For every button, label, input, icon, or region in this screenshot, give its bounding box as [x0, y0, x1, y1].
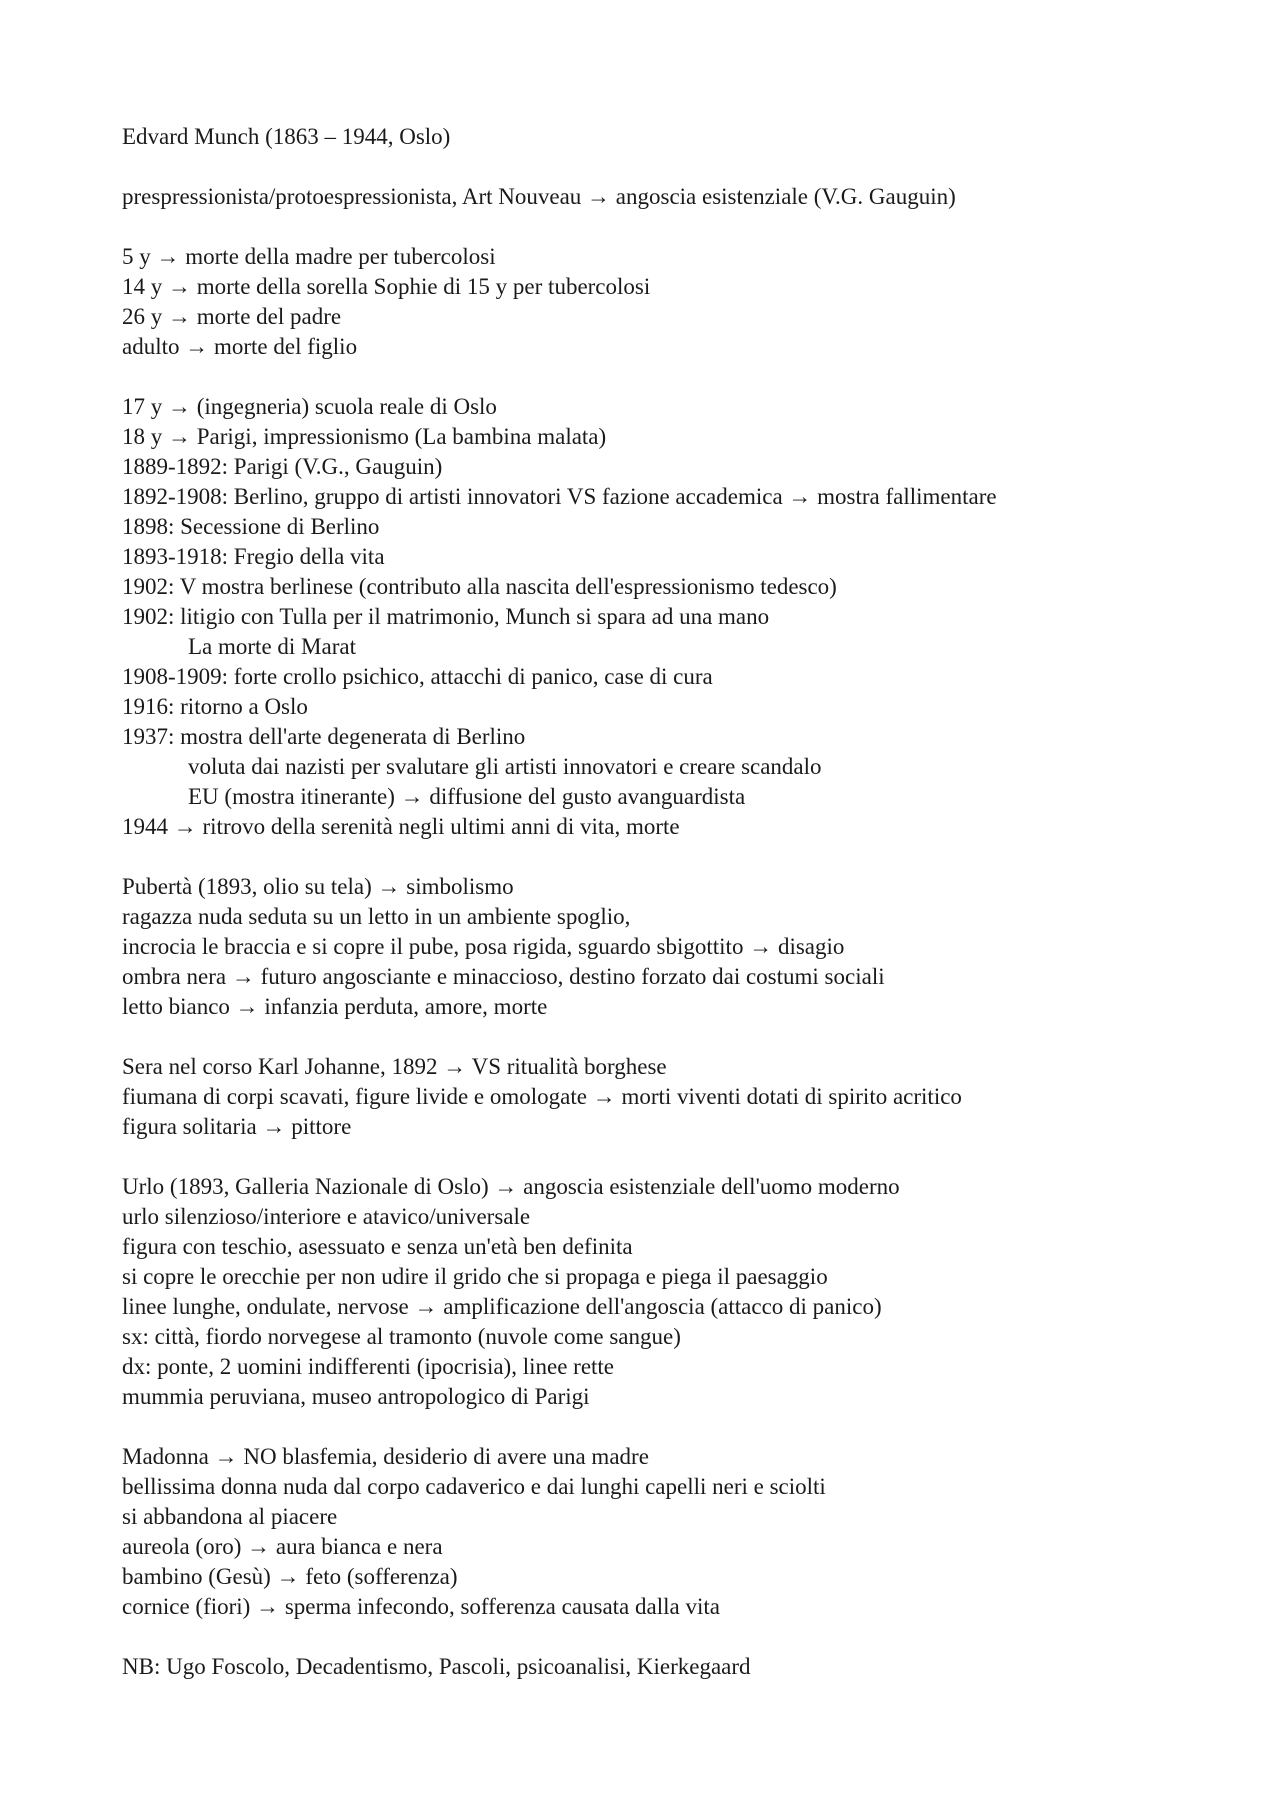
text-line: 17 y → (ingegneria) scuola reale di Oslo — [122, 394, 497, 419]
text-line: 1908-1909: forte crollo psichico, attacchi di panico, case di cura — [122, 664, 713, 689]
text-line: ombra nera → futuro angosciante e minaccioso, destino forzato dai costumi sociali — [122, 964, 885, 989]
text-line: 5 y → morte della madre per tubercolosi — [122, 244, 496, 269]
text-line: urlo silenzioso/interiore e atavico/universale — [122, 1204, 531, 1229]
puberta-block — [122, 872, 1222, 1022]
indented-line: La morte di Marat — [188, 634, 356, 659]
section-heading-line: Urlo (1893, Galleria Nazionale di Oslo) → angoscia esistenziale dell'uomo moderno — [122, 1174, 900, 1199]
timeline-block — [122, 392, 1222, 842]
text-line: 1944 → ritrovo della serenità negli ultimi anni di vita, morte — [122, 814, 680, 839]
text-line: ragazza nuda seduta su un letto in un ambiente spoglio, — [122, 904, 631, 929]
note-line: NB: Ugo Foscolo, Decadentismo, Pascoli, psicoanalisi, Kierkegaard — [122, 1654, 751, 1679]
text-line: figura con teschio, asessuato e senza un'età ben definita — [122, 1234, 633, 1259]
text-line: 26 y → morte del padre — [122, 304, 342, 329]
text-line: 1889-1892: Parigi (V.G., Gauguin) — [122, 454, 443, 479]
text-line: 1892-1908: Berlino, gruppo di artisti innovatori VS fazione accademica → mostra fallimentare — [122, 484, 997, 509]
text-line: si abbandona al piacere — [122, 1504, 338, 1529]
indented-line: EU (mostra itinerante) → diffusione del gusto avanguardista — [188, 784, 746, 809]
text-line: 1902: litigio con Tulla per il matrimonio, Munch si spara ad una mano — [122, 604, 770, 629]
text-line: adulto → morte del figlio — [122, 334, 358, 359]
madonna-block — [122, 1442, 1222, 1622]
text-line: letto bianco → infanzia perduta, amore, morte — [122, 994, 548, 1019]
losses-block — [122, 242, 1222, 362]
text-line: fiumana di corpi scavati, figure livide e omologate → morti viventi dotati di spirito acritico — [122, 1084, 962, 1109]
text-line: bambino (Gesù) → feto (sofferenza) — [122, 1564, 458, 1589]
section-heading-line: Sera nel corso Karl Johanne, 1892 → VS ritualità borghese — [122, 1054, 667, 1079]
text-line: bellissima donna nuda dal corpo cadaverico e dai lunghi capelli neri e sciolti — [122, 1474, 826, 1499]
text-line: 1898: Secessione di Berlino — [122, 514, 380, 539]
text-line: aureola (oro) → aura bianca e nera — [122, 1534, 443, 1559]
movement-block — [122, 182, 1222, 212]
text-line: sx: città, fiordo norvegese al tramonto (nuvole come sangue) — [122, 1324, 681, 1349]
text-line: si copre le orecchie per non udire il grido che si propaga e piega il paesaggio — [122, 1264, 828, 1289]
text-line: 1916: ritorno a Oslo — [122, 694, 308, 719]
text-line: mummia peruviana, museo antropologico di Parigi — [122, 1384, 590, 1409]
sera-block — [122, 1052, 1222, 1142]
text-line: incrocia le braccia e si copre il pube, posa rigida, sguardo sbigottito → disagio — [122, 934, 845, 959]
text-line: 1893-1918: Fregio della vita — [122, 544, 385, 569]
indented-line: voluta dai nazisti per svalutare gli artisti innovatori e creare scandalo — [188, 754, 822, 779]
text-line: 1902: V mostra berlinese (contributo alla nascita dell'espressionismo tedesco) — [122, 574, 837, 599]
document-title: Edvard Munch (1863 – 1944, Oslo) — [122, 124, 451, 149]
urlo-block — [122, 1172, 1222, 1412]
movement-line: prespressionista/protoespressionista, Art Nouveau → angoscia esistenziale (V.G. Gauguin) — [122, 184, 956, 209]
text-line: 18 y → Parigi, impressionismo (La bambina malata) — [122, 424, 607, 449]
document-page — [122, 122, 1222, 1682]
text-line: linee lunghe, ondulate, nervose → amplificazione dell'angoscia (attacco di panico) — [122, 1294, 882, 1319]
text-line: 14 y → morte della sorella Sophie di 15 y per tubercolosi — [122, 274, 651, 299]
section-heading-line: Madonna → NO blasfemia, desiderio di avere una madre — [122, 1444, 649, 1469]
title-block — [122, 122, 1222, 152]
text-line: cornice (fiori) → sperma infecondo, sofferenza causata dalla vita — [122, 1594, 720, 1619]
section-heading-line: Pubertà (1893, olio su tela) → simbolismo — [122, 874, 514, 899]
text-line: figura solitaria → pittore — [122, 1114, 352, 1139]
text-line: dx: ponte, 2 uomini indifferenti (ipocrisia), linee rette — [122, 1354, 615, 1379]
note-block — [122, 1652, 1222, 1682]
text-line: 1937: mostra dell'arte degenerata di Berlino — [122, 724, 526, 749]
